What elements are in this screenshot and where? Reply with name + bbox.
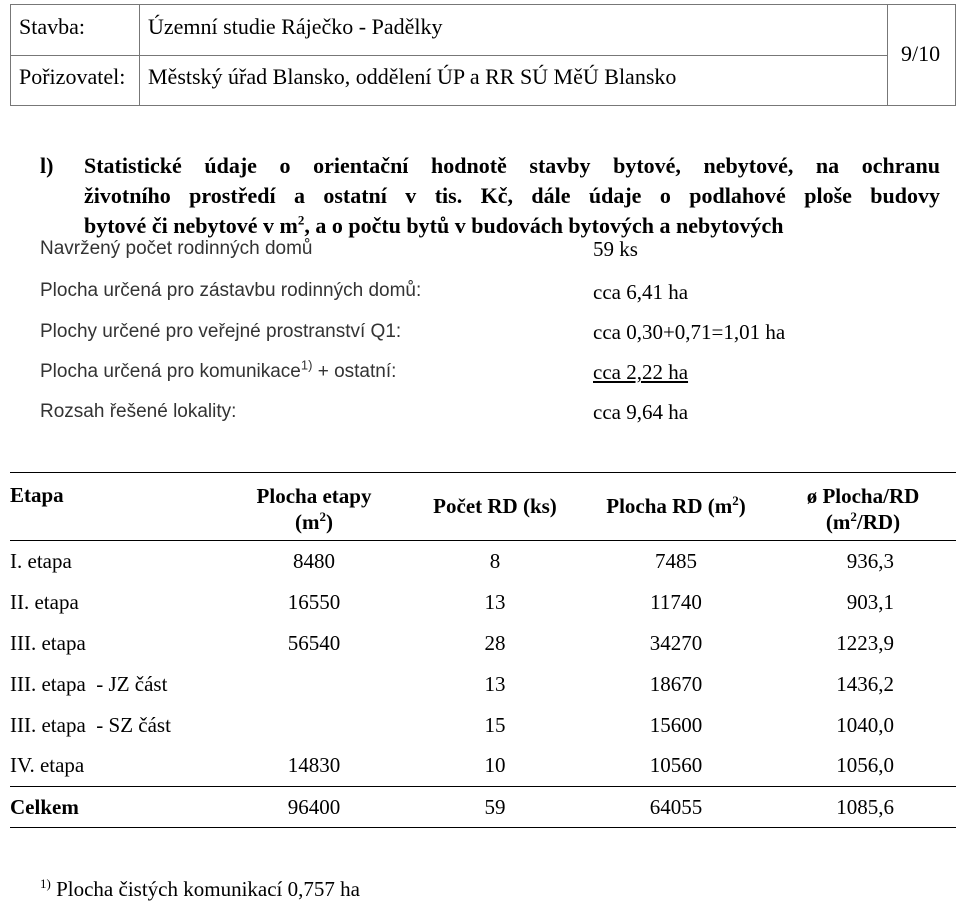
section-marker: l)	[40, 153, 54, 178]
heading-line-1: Statistické údaje o orientační hodnotě stavby bytové, nebytové, na ochranu	[84, 153, 940, 178]
table-row: III. etapa - SZ část 15 15600 1040,0	[10, 712, 894, 737]
table-header-row	[10, 473, 956, 541]
stavba-value: Územní studie Ráječko - Padělky	[148, 14, 443, 39]
table-row: I. etapa 8480 8 7485 936,3	[10, 548, 894, 573]
summary-label: Plochy určené pro veřejné prostranství Q1:	[40, 321, 402, 342]
footnote: $^{1)}$ Plocha čistých komunikací 0,757 ha	[40, 876, 360, 901]
summary-label: Plocha určená pro komunikace$^{1)}$ + ostatní:	[40, 357, 397, 382]
table-row: II. etapa 16550 13 11740 903,1	[10, 589, 894, 614]
table-row: III. etapa - JZ část 13 18670 1436,2	[10, 671, 894, 696]
heading-line-3: bytové či nebytové v $m^2$, a o počtu bytů v budovách bytových a nebytových	[84, 212, 784, 238]
table-total-row: Celkem 96400 59 64055 1085,6	[10, 787, 956, 828]
summary-label: Rozsah řešené lokality:	[40, 401, 237, 422]
col-etapa-header: Etapa	[10, 483, 64, 507]
header-divider	[139, 5, 140, 105]
header-divider	[887, 5, 888, 105]
summary-label: Plocha určená pro zástavbu rodinných domů:	[40, 280, 422, 301]
col-plocha-rd-header: Plocha RD $(m^2)$	[606, 493, 746, 518]
summary-value: cca 6,41 ha	[593, 280, 689, 304]
table-row: III. etapa 56540 28 34270 1223,9	[10, 630, 894, 655]
col-plocha-etapy-header: Plocha etapy $(m^2)$	[256, 484, 372, 534]
porizovatel-value: Městský úřad Blansko, oddělení ÚP a RR SÚ MěÚ Blansko	[148, 64, 677, 89]
summary-value: 59 ks	[593, 237, 638, 261]
document-header	[10, 4, 956, 106]
summary-label: Navržený počet rodinných domů	[40, 238, 313, 259]
col-pocet-rd-header: Počet RD (ks)	[433, 494, 557, 518]
section-heading	[40, 151, 940, 241]
porizovatel-label: Pořizovatel:	[19, 64, 126, 89]
table-row: IV. etapa 14830 10 10560 1056,0	[10, 746, 956, 787]
summary-value: cca 2,22 ha	[593, 360, 689, 384]
summary-value: cca 0,30+0,71=1,01 ha	[593, 320, 786, 344]
summary-value: cca 9,64 ha	[593, 400, 689, 424]
col-avg-header: ø Plocha/RD $(m^2/RD)$	[806, 484, 920, 534]
stavba-label: Stavba:	[19, 14, 85, 39]
page-number: 9/10	[901, 41, 941, 66]
heading-line-2: životního prostředí a ostatní v tis. Kč, dále údaje o podlahové ploše budovy	[84, 183, 940, 208]
stages-table	[10, 472, 956, 828]
header-divider	[11, 55, 887, 56]
